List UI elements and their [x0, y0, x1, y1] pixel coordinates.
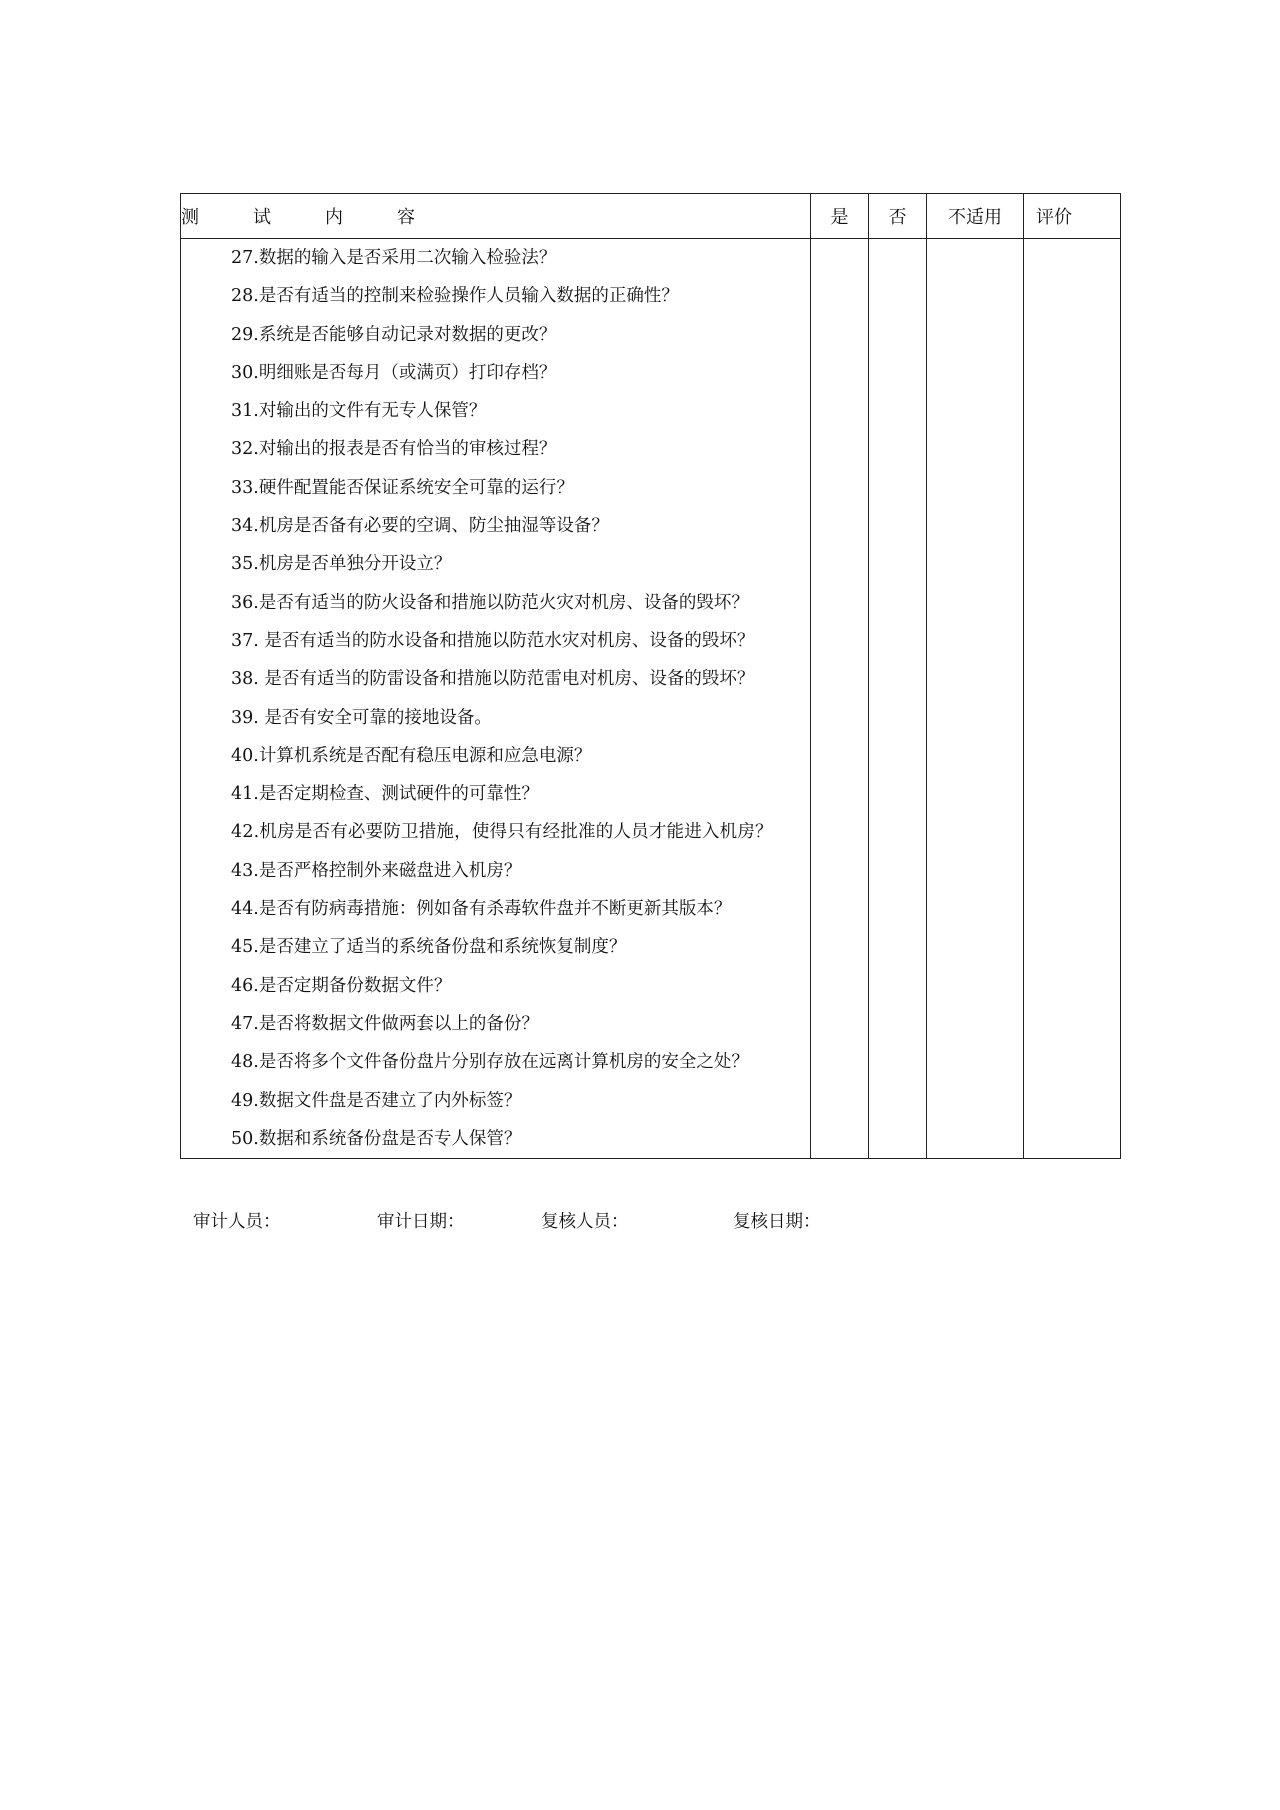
audit-date-label: 审计日期：	[377, 1212, 465, 1232]
review-date-label: 复核日期：	[733, 1212, 821, 1232]
question-item: 34.机房是否备有必要的空调、防尘抽湿等设备？	[231, 516, 609, 537]
table-header-row	[181, 194, 1121, 239]
question-item: 32.对输出的报表是否有恰当的审核过程？	[231, 439, 557, 460]
header-char: 内	[325, 207, 343, 228]
question-item: 36.是否有适当的防火设备和措施以防范火灾对机房、设备的毁坏？	[231, 592, 749, 613]
signature-footer	[193, 1208, 821, 1233]
question-item: 41.是否定期检查、测试硬件的可靠性？	[231, 784, 539, 805]
question-item: 40.计算机系统是否配有稳压电源和应急电源？	[231, 745, 592, 766]
audit-checklist	[180, 193, 1120, 1159]
question-item: 42.机房是否有必要防卫措施，使得只有经批准的人员才能进入机房？	[231, 822, 773, 843]
question-item: 38. 是否有适当的防雷设备和措施以防范雷电对机房、设备的毁坏？	[231, 669, 755, 690]
header-not-applicable: 不适用	[927, 194, 1024, 239]
table-body-row	[181, 239, 1121, 1159]
reviewer-label: 复核人员：	[541, 1212, 629, 1232]
question-item: 31.对输出的文件有无专人保管？	[231, 401, 487, 422]
question-item: 39. 是否有安全可靠的接地设备。	[231, 707, 492, 728]
question-item: 30.明细账是否每月（或满页）打印存档？	[231, 362, 557, 383]
header-evaluation: 评价	[1024, 194, 1121, 239]
audit-table	[180, 193, 1121, 1159]
question-item: 27.数据的输入是否采用二次输入检验法？	[231, 248, 557, 268]
header-test-content	[181, 194, 811, 239]
question-item: 35.机房是否单独分开设立？	[231, 554, 452, 575]
question-item: 49.数据文件盘是否建立了内外标签？	[231, 1090, 522, 1111]
auditor-label: 审计人员：	[193, 1212, 281, 1232]
header-char: 测	[181, 207, 199, 228]
question-item: 46.是否定期备份数据文件？	[231, 975, 452, 996]
yes-column-cell[interactable]	[811, 239, 869, 1159]
question-item: 33.硬件配置能否保证系统安全可靠的运行？	[231, 477, 574, 498]
question-item: 47.是否将数据文件做两套以上的备份？	[231, 1013, 539, 1034]
question-item: 43.是否严格控制外来磁盘进入机房？	[231, 860, 522, 881]
header-yes: 是	[811, 194, 869, 239]
question-item: 45.是否建立了适当的系统备份盘和系统恢复制度？	[231, 937, 627, 958]
header-char: 试	[253, 207, 271, 228]
header-no: 否	[869, 194, 927, 239]
question-item: 48.是否将多个文件备份盘片分别存放在远离计算机房的安全之处？	[231, 1052, 749, 1073]
no-column-cell[interactable]	[869, 239, 927, 1159]
question-item: 50.数据和系统备份盘是否专人保管？	[231, 1128, 522, 1149]
question-item: 28.是否有适当的控制来检验操作人员输入数据的正确性？	[231, 286, 679, 307]
not-applicable-column-cell[interactable]	[927, 239, 1024, 1159]
questions-cell	[181, 239, 811, 1159]
question-item: 44.是否有防病毒措施：例如备有杀毒软件盘并不断更新其版本？	[231, 899, 732, 920]
question-item: 29.系统是否能够自动记录对数据的更改？	[231, 324, 557, 345]
question-item: 37. 是否有适当的防水设备和措施以防范水灾对机房、设备的毁坏？	[231, 630, 755, 651]
evaluation-column-cell[interactable]	[1024, 239, 1121, 1159]
header-char: 容	[397, 207, 415, 228]
